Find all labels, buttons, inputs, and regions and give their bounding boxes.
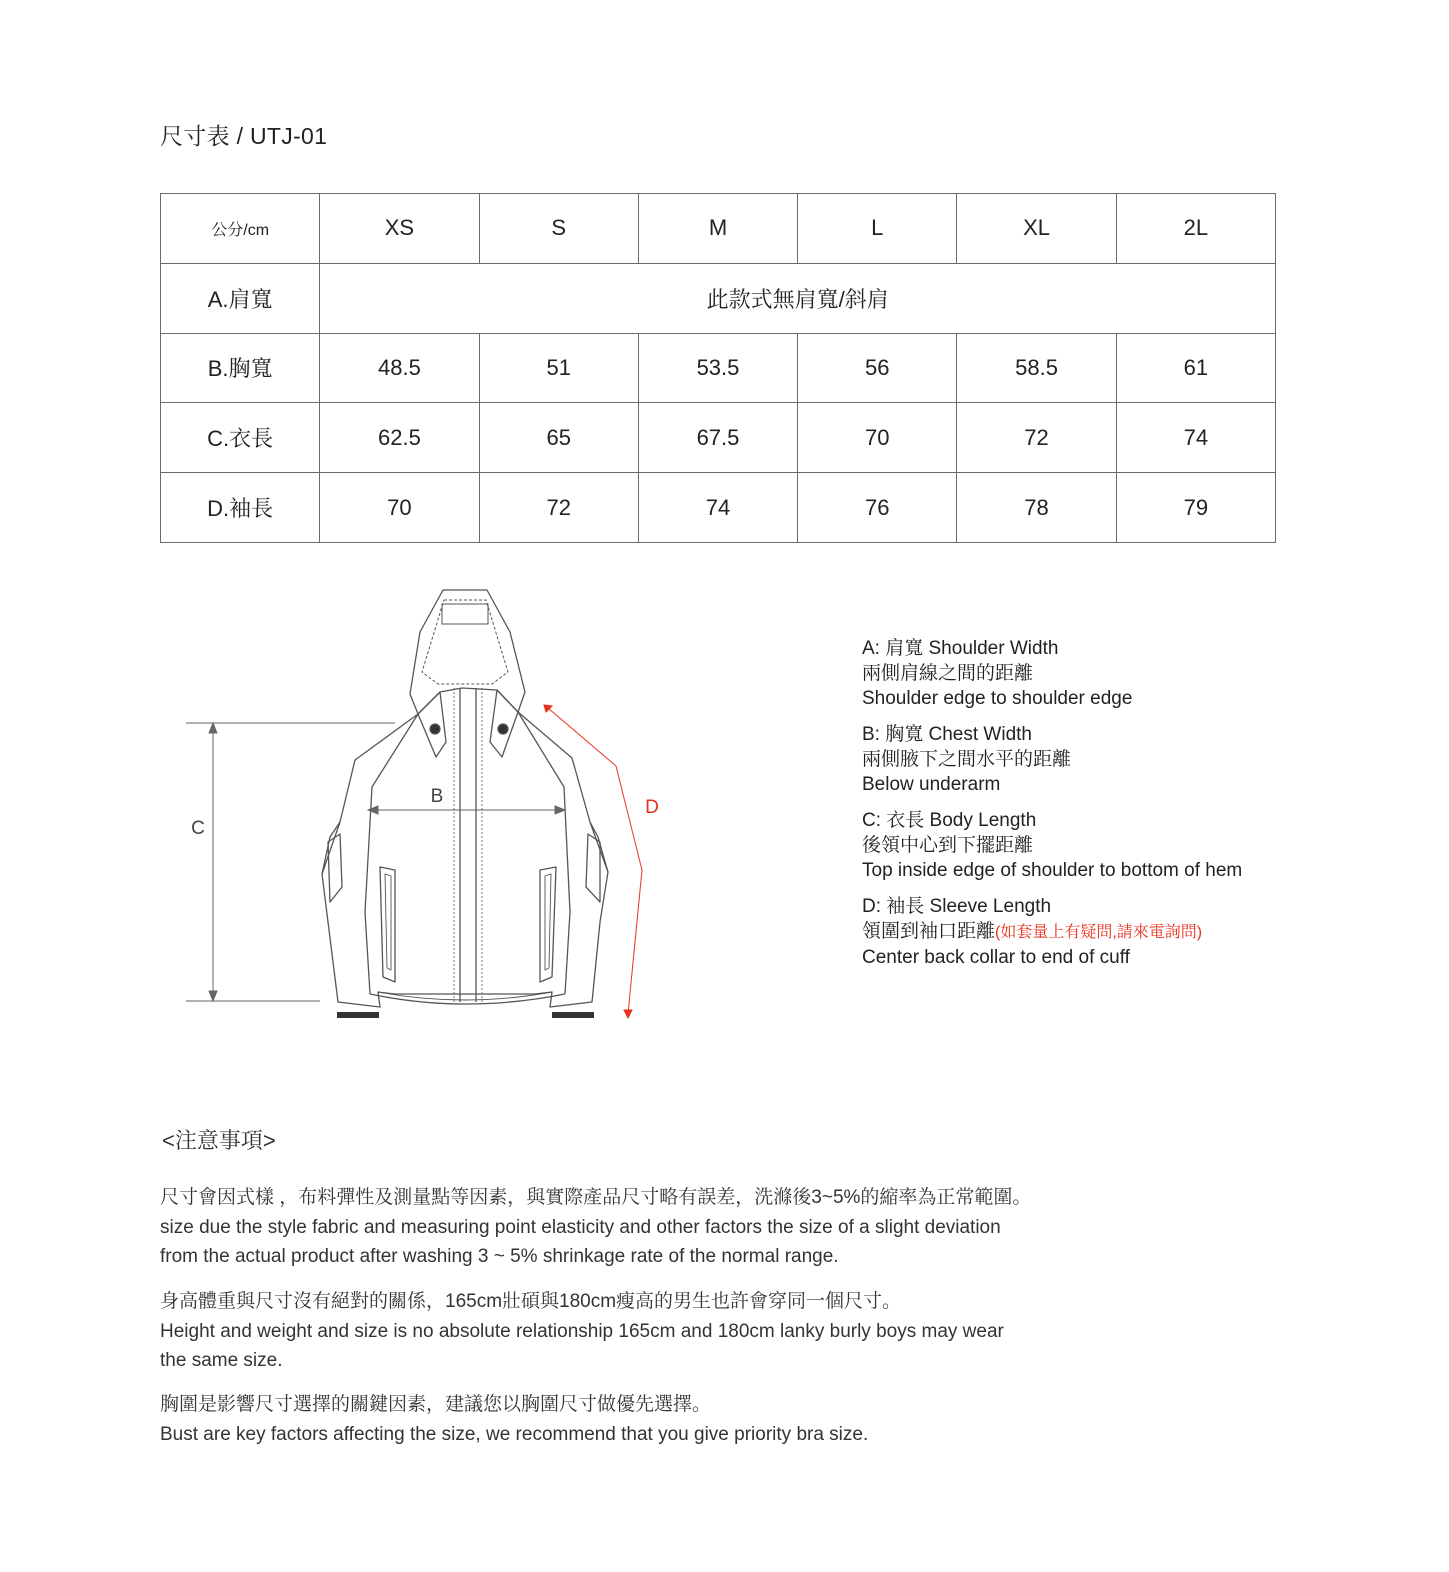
note-en: from the actual product after washing 3 ~ 5% shrinkage rate of the normal range. [160,1246,839,1267]
note-paragraph [160,1287,1160,1376]
size-header: M [638,194,797,264]
legend-zh: 兩側肩線之間的距離 [862,663,1034,684]
legend-en: Center back collar to end of cuff [862,947,1130,968]
left-cuff-band [337,1012,379,1018]
note-paragraph [160,1183,1160,1272]
table-cell: 67.5 [638,403,797,473]
jacket-outline [322,590,608,1007]
table-cell: 61 [1116,333,1275,403]
legend-en: Below underarm [862,774,1001,795]
table-cell: 62.5 [320,403,479,473]
size-header: S [479,194,638,264]
dimension-d [544,705,642,1018]
page-title: 尺寸表 / UTJ-01 [160,123,328,149]
legend-en: Top inside edge of shoulder to bottom of hem [862,860,1243,881]
dimension-b [368,806,565,814]
legend-item-shoulder [862,636,1342,711]
table-row [161,263,1276,333]
row-label: B.胸寬 [161,333,320,403]
table-row [161,473,1276,543]
note-en: size due the style fabric and measuring point elasticity and other factors the size of a slight deviation [160,1216,1001,1238]
note-zh: 胸圍是影響尺寸選擇的關鍵因素，建議您以胸圍尺寸做優先選擇。 [160,1394,712,1415]
note-zh: 身高體重與尺寸沒有絕對的關係，165cm壯碩與180cm瘦高的男生也許會穿同一個尺寸。 [160,1291,902,1312]
right-cuff-band [552,1012,594,1018]
legend-zh: 領圍到袖口距離 [862,921,996,942]
legend-zh: 後領中心到下擺距離 [862,835,1034,856]
legend-item-body-length [862,808,1342,883]
table-cell: 58.5 [957,333,1116,403]
row-label: D.袖長 [161,473,320,543]
notes-heading: <注意事項> [162,1128,276,1153]
dimension-c [186,723,395,1001]
legend-en: Shoulder edge to shoulder edge [862,688,1133,709]
label-c: C [191,818,205,839]
table-cell: 65 [479,403,638,473]
table-cell: 53.5 [638,333,797,403]
table-row [161,333,1276,403]
table-cell: 79 [1116,473,1275,543]
table-header-row [161,194,1276,264]
note-en: Height and weight and size is no absolute relationship 165cm and 180cm lanky burly boys may wear [160,1320,1004,1342]
row-label: A.肩寬 [161,263,320,333]
legend-title: C: 衣長 Body Length [862,810,1037,831]
legend-zh: 兩側腋下之間水平的距離 [862,749,1072,770]
legend-title: B: 胸寬 Chest Width [862,724,1032,745]
legend-item-sleeve [862,894,1342,970]
shoulder-note: 此款式無肩寬/斜肩 [320,263,1276,333]
unit-label: 公分/cm [161,194,320,264]
label-b: B [430,786,444,807]
note-en: the same size. [160,1350,283,1371]
table-cell: 76 [798,473,957,543]
table-cell: 74 [638,473,797,543]
label-d: D [645,797,659,818]
table-cell: 74 [1116,403,1275,473]
table-cell: 70 [798,403,957,473]
table-cell: 51 [479,333,638,403]
inquiry-note: (如套量上有疑問,請來電詢問) [995,924,1203,941]
note-paragraph [160,1390,1160,1449]
legend-zh-line [862,919,1342,945]
legend-title: D: 袖長 Sleeve Length [862,896,1052,917]
table-cell: 56 [798,333,957,403]
table-cell: 48.5 [320,333,479,403]
row-label: C.衣長 [161,403,320,473]
table-cell: 70 [320,473,479,543]
table-cell: 72 [479,473,638,543]
note-en: Bust are key factors affecting the size, we recommend that you give priority bra size. [160,1423,869,1445]
size-header: XS [320,194,479,264]
size-header: XL [957,194,1116,264]
measurement-legend [862,636,1342,981]
size-table [160,193,1276,543]
table-cell: 72 [957,403,1116,473]
size-header: 2L [1116,194,1275,264]
legend-title: A: 肩寬 Shoulder Width [862,638,1059,659]
jacket-diagram [180,582,680,1032]
size-header: L [798,194,957,264]
table-cell: 78 [957,473,1116,543]
table-row [161,403,1276,473]
legend-item-chest [862,722,1342,797]
note-zh: 尺寸會因式樣 ，布料彈性及測量點等因素，與實際產品尺寸略有誤差，洗滌後3~5%的縮率為正常範圍。 [160,1187,1032,1208]
